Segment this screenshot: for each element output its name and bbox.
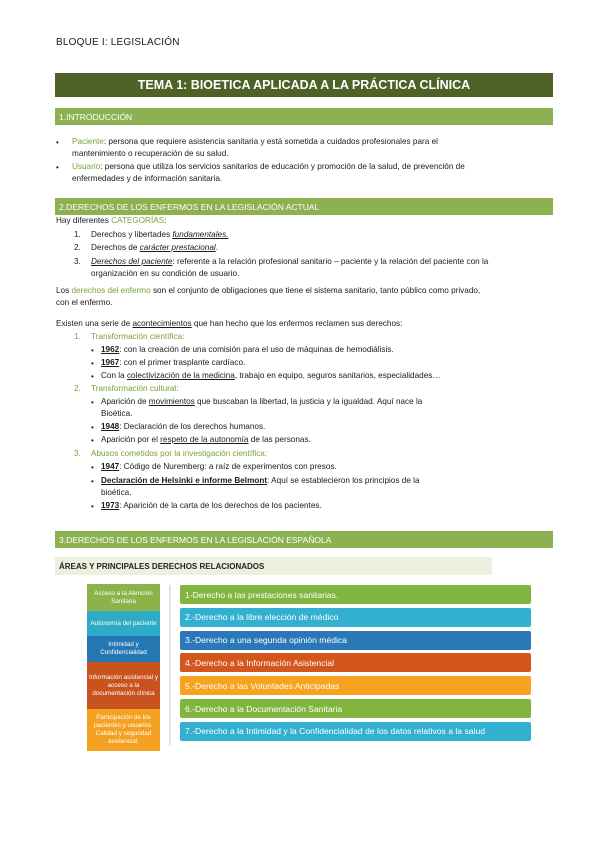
section-heading-legislacion-actual: 2.DERECHOS DE LOS ENFERMOS EN LA LEGISLACIÓN ACTUAL: [55, 198, 553, 215]
derechos-definition: [56, 285, 480, 297]
list-number: 3.: [74, 257, 81, 266]
category-2: [91, 242, 218, 254]
page-title: TEMA 1: BIOETICA APLICADA A LA PRÁCTICA CLÍNICA: [55, 73, 553, 97]
area-box: Participación de los pacientes y usuarios. Calidad y seguridad asistencial.: [87, 709, 160, 751]
bullet-icon: •: [91, 477, 94, 486]
event-text: : Aparición de la carta de los derechos de los pacientes.: [119, 501, 322, 510]
usuario-definition: [72, 161, 465, 173]
event-text: : Código de Nuremberg: a raíz de experimentos con presos.: [119, 462, 337, 471]
bullet-icon: •: [91, 436, 94, 445]
right-box: 2.-Derecho a la libre elección de médico: [180, 608, 531, 627]
event-text: Aparición por el: [101, 435, 161, 444]
event-year: 1962: [101, 345, 120, 354]
area-box: Autonomía del paciente: [87, 611, 160, 636]
right-box: 7.-Derecho a la Intimidad y la Confidencialidad de los datos relativos a la salud: [180, 722, 531, 741]
page-header: BLOQUE I: LEGISLACIÓN: [56, 37, 180, 48]
event-term: respeto de la autonomía: [160, 435, 249, 444]
event-1962: [101, 344, 394, 356]
event-autonomia: [101, 434, 311, 446]
event-movimientos: [101, 396, 422, 408]
category-term: carácter prestacional: [139, 243, 216, 252]
event-text: Con la: [101, 371, 127, 380]
right-box: 1-Derecho a las prestaciones sanitarias.: [180, 585, 531, 604]
intro-colon: :: [164, 216, 167, 225]
list-number: 2.: [74, 243, 81, 252]
event-text: , trabajo en equipo, seguros sanitarios, especialidades…: [234, 371, 441, 380]
transformation-abusos: Abusos cometidos por la investigación científica:: [91, 449, 268, 458]
category-text: : referente a la relación profesional sanitario – paciente y la relación del paciente con la: [172, 257, 489, 266]
usuario-text: : persona que utiliza los servicios sanitarios de educación y promoción de la salud, de prevención de: [100, 162, 465, 171]
bullet-icon: •: [91, 372, 94, 381]
list-number: 1.: [74, 230, 81, 239]
event-1973: [101, 500, 322, 512]
intro-text: Hay diferentes: [56, 216, 112, 225]
bullet-icon: •: [91, 398, 94, 407]
event-helsinki-line2: bioética.: [101, 488, 132, 497]
event-text: Aparición de: [101, 397, 149, 406]
list-number: 3.: [74, 449, 81, 458]
paciente-term: Paciente: [72, 137, 104, 146]
bullet-icon: •: [91, 346, 94, 355]
paciente-text: : persona que requiere asistencia sanitaria y está sometida a cuidados profesionales para el: [103, 137, 438, 146]
category-term: Derechos del paciente: [91, 257, 173, 266]
category-3-line2: organización en su condición de usuario.: [91, 269, 240, 278]
right-box: 3.-Derecho a una segunda opinión médica: [180, 631, 531, 650]
usuario-line2: enfermedades y de información sanitaria.: [72, 174, 223, 183]
bullet-icon: •: [56, 138, 59, 147]
diagram-connector: [160, 585, 180, 745]
event-text: que buscaban la libertad, la justicia y la igualdad. Aquí nace la: [194, 397, 423, 406]
event-term: movimientos: [148, 397, 195, 406]
transformation-cientifica: Transformación científica:: [91, 332, 185, 341]
list-number: 2.: [74, 384, 81, 393]
derechos-term: derechos del enfermo: [71, 286, 151, 295]
section-heading-introduccion: 1.INTRODUCCIÓN: [55, 108, 553, 125]
area-box: Información asistencial y acceso a la documentación clínica: [87, 662, 160, 709]
event-text: : Declaración de los derechos humanos.: [119, 422, 266, 431]
bullet-icon: •: [56, 163, 59, 172]
usuario-term: Usuario: [72, 162, 101, 171]
events-text: Existen una serie de: [56, 319, 133, 328]
section-heading-legislacion-espanola: 3.DERECHOS DE LOS ENFERMOS EN LA LEGISLACIÓN ESPAÑOLA: [55, 531, 553, 548]
event-movimientos-line2: Bioética.: [101, 409, 133, 418]
category-period: .: [215, 243, 218, 252]
def-text: Los: [56, 286, 72, 295]
bullet-icon: •: [91, 463, 94, 472]
categories-intro: [56, 215, 166, 227]
area-box: Acceso a la Atención Sanitaria: [87, 584, 160, 611]
event-term: Declaración de Helsinki e informe Belmont: [101, 476, 268, 485]
bullet-icon: •: [91, 423, 94, 432]
events-term: acontecimientos: [132, 319, 192, 328]
event-year: 1948: [101, 422, 120, 431]
category-1: [91, 229, 228, 241]
event-year: 1967: [101, 358, 120, 367]
event-year: 1947: [101, 462, 120, 471]
category-term: fundamentales.: [172, 230, 229, 239]
event-text: : Aquí se establecieron los principios de la: [267, 476, 420, 485]
category-3: [91, 256, 488, 268]
event-helsinki: [101, 475, 420, 487]
def-text: son el conjunto de obligaciones que tiene el sistema sanitario, tanto público como privado,: [150, 286, 481, 295]
bullet-icon: •: [91, 359, 94, 368]
paciente-line2: mantenimiento o recuperación de su salud.: [72, 149, 229, 158]
category-text: Derechos de: [91, 243, 140, 252]
right-box: 5.-Derecho a las Voluntades Anticipadas: [180, 676, 531, 695]
area-box: Intimidad y Confidencialidad: [87, 636, 160, 662]
category-text: Derechos y libertades: [91, 230, 173, 239]
event-text: de las personas.: [248, 435, 311, 444]
paciente-definition: [72, 136, 438, 148]
list-number: 1.: [74, 332, 81, 341]
event-term: colectivización de la medicina: [126, 371, 235, 380]
event-text: : con la creación de una comisión para el uso de máquinas de hemodiálisis.: [119, 345, 394, 354]
bullet-icon: •: [91, 502, 94, 511]
event-1947: [101, 461, 337, 473]
events-text: que han hecho que los enfermos reclamen sus derechos:: [191, 319, 403, 328]
transformation-cultural: Transformación cultural:: [91, 384, 179, 393]
categories-term: CATEGORÍAS: [111, 216, 165, 225]
areas-subheading: ÁREAS Y PRINCIPALES DERECHOS RELACIONADOS: [55, 557, 492, 575]
event-colectivizacion: [101, 370, 441, 382]
right-box: 6.-Derecho a la Documentación Sanitaria: [180, 699, 531, 718]
event-1948: [101, 421, 265, 433]
derechos-definition-line2: con el enfermo.: [56, 298, 113, 307]
event-text: : con el primer trasplante cardíaco.: [119, 358, 246, 367]
event-year: 1973: [101, 501, 120, 510]
events-intro: [56, 318, 402, 330]
right-box: 4.-Derecho a la Información Asistencial: [180, 653, 531, 672]
event-1967: [101, 357, 245, 369]
